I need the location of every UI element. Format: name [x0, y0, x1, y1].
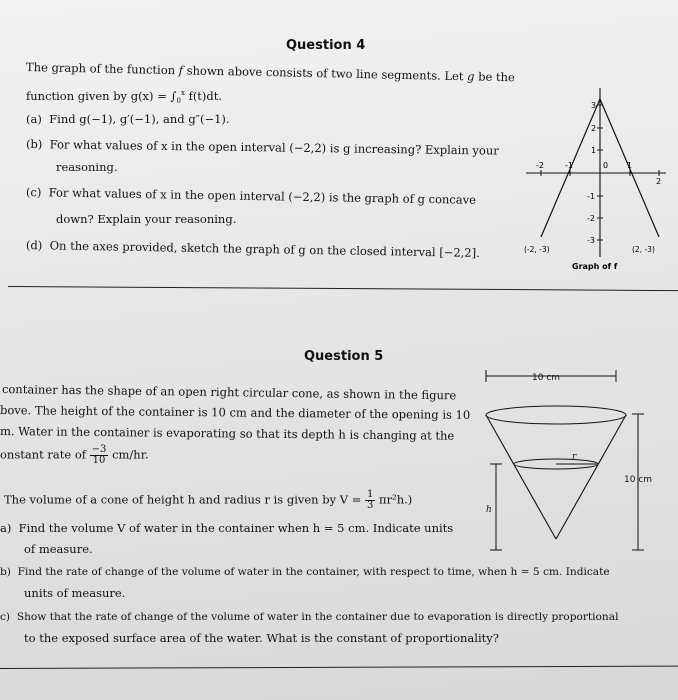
q4-title: Question 4	[286, 38, 366, 53]
x-tick-neg2: -2	[536, 161, 544, 170]
rate-fraction: $\frac{-3}{10}$	[91, 444, 107, 466]
q5-part-c-line1: c) Show that the rate of change of the volume of water in the container due to evaporation is directly proportional	[0, 611, 619, 623]
y-tick-neg1: -1	[587, 192, 595, 201]
divider-bottom	[0, 666, 678, 669]
y-tick-2: 2	[591, 124, 597, 133]
q4-part-c-line2: down? Explain your reasoning.	[56, 212, 237, 226]
q5-volume-line: The volume of a cone of height h and radius r is given by V = $\frac{1}{3}$ πr²h.)	[4, 489, 413, 511]
y-tick-3: 3	[591, 101, 597, 110]
q4-part-b-line1: (b) For what values of x in the open interval (−2,2) is g increasing? Explain your	[25, 137, 499, 158]
q5-para-line2: bove. The height of the container is 10 cm and the diameter of the opening is 10	[0, 403, 471, 422]
q5-part-a-line2: of measure.	[24, 542, 93, 556]
point-right-label: (2, -3)	[632, 245, 655, 254]
q4-intro-line1: The graph of the function f shown above consists of two line segments. Let g be the	[25, 60, 515, 85]
graph-of-f	[520, 82, 670, 282]
graph-caption: Graph of f	[572, 262, 618, 271]
q4-part-d: (d) On the axes provided, sketch the graph of g on the closed interval [−2,2].	[25, 238, 480, 260]
x-tick-0: 0	[603, 161, 609, 170]
r-label: r	[572, 452, 577, 462]
x-tick-neg1: -1	[565, 161, 573, 170]
q5-part-c-line2: to the exposed surface area of the water. What is the constant of proportionality?	[24, 631, 499, 645]
q5-para-line3: m. Water in the container is evaporating so that its depth h is changing at the	[0, 424, 455, 443]
diameter-label: 10 cm	[532, 373, 561, 383]
y-tick-neg2: -2	[587, 214, 595, 223]
volume-fraction: $\frac{1}{3}$	[367, 489, 374, 511]
q5-para-line1: container has the shape of an open right circular cone, as shown in the figure	[1, 382, 457, 403]
q5-part-b-line2: units of measure.	[24, 586, 126, 600]
q5-part-a-line1: a) Find the volume V of water in the container when h = 5 cm. Indicate units	[0, 521, 454, 535]
h-label: h	[486, 505, 492, 515]
q5-rate-line: onstant rate of $\frac{-3}{10}$ cm/hr.	[0, 444, 149, 466]
cone-figure	[476, 366, 674, 566]
q4-part-a: (a) Find g(−1), g′(−1), and g″(−1).	[26, 112, 230, 126]
x-tick-1: 1	[627, 161, 633, 170]
y-tick-1: 1	[591, 146, 597, 155]
q5-part-b-line1: b) Find the rate of change of the volume of water in the container, with respect to time, when h = 5 cm. Indicate	[0, 566, 610, 578]
cone-opening	[486, 406, 626, 424]
y-tick-neg3: -3	[587, 236, 595, 245]
q5-title: Question 5	[304, 349, 384, 364]
cone-right-side	[556, 415, 626, 539]
point-left-label: (-2, -3)	[524, 245, 550, 254]
q4-part-b-line2: reasoning.	[56, 160, 118, 174]
divider-top	[8, 286, 678, 291]
height-label: 10 cm	[624, 475, 653, 485]
q4-intro-line2: function given by $g(x) = \int_0^x$ f(t)dt.	[26, 88, 223, 106]
q4-part-c-line1: (c) For what values of x in the open interval (−2,2) is the graph of g concave	[25, 185, 477, 207]
x-tick-2: 2	[656, 177, 662, 186]
